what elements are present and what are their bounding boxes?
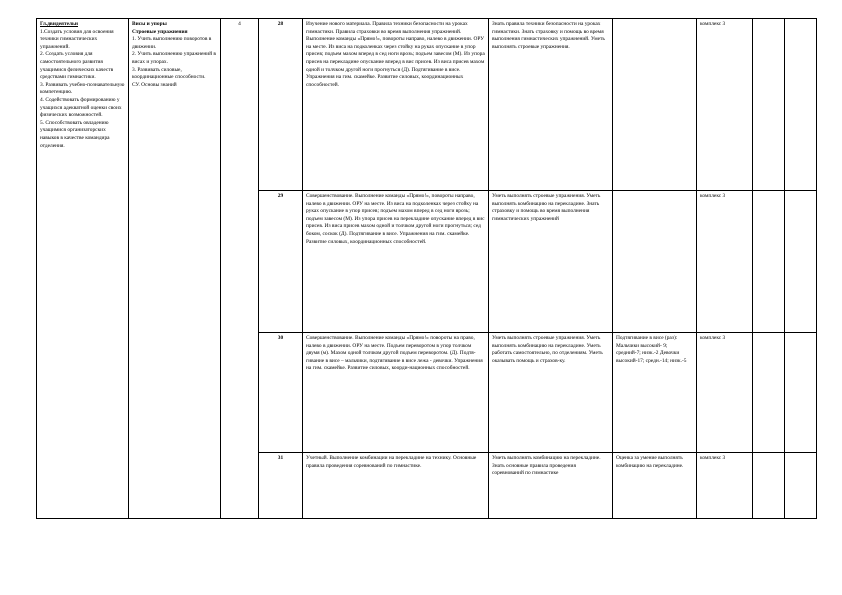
lesson-outcome: Знать правила техники безопасности на уроках гимнастики. Знать страховку и помощь во время выполнения гимнастических упражнений. Уметь выполнять строевые упражнения. bbox=[489, 19, 613, 191]
empty-cell bbox=[753, 333, 785, 453]
lesson-control: Подтягивание в висе (раз): Мальчики высокий- 9; средний-7; низк.-2 Девочки высокий-17; средн.-14; низк.-5 bbox=[613, 333, 697, 453]
goal-item: 1.Создать условия для освоения техники гимнастических упражнений. bbox=[40, 28, 114, 50]
section-item: СУ. Основы знаний bbox=[132, 81, 177, 88]
goal-item: 5. Способствовать овладению учащимися организаторских навыков в качестве командира отделения. bbox=[40, 119, 110, 149]
hours-cell: 4 bbox=[221, 19, 259, 519]
lesson-homework: комплекс 3 bbox=[697, 453, 753, 519]
empty-cell bbox=[785, 19, 817, 191]
empty-cell bbox=[785, 453, 817, 519]
lesson-number: 30 bbox=[259, 333, 303, 453]
lesson-content: Совершенствование. Выполнение команды «Прямо!», повороты направо, налево в движении. ОРУ на месте. Из виса на подколенках через стойку на руках опускание в упор присев; подъем махом вперед в сед ноги врозь; подъем завесом (М). Из упора присев на перекладине опускание вперед в вис присев. Из виса присев махом одной и толчком другой ноги прогнуться; сед боком, соскок (Д). Подтягивание в висе. Упражнения на гим. скамейке. Развитие силовых, координационных способностей. bbox=[303, 191, 489, 333]
lesson-homework: комплекс 3 bbox=[697, 19, 753, 191]
lesson-homework: комплекс 3 bbox=[697, 333, 753, 453]
empty-cell bbox=[785, 191, 817, 333]
goal-item: 2. Создать условия для самостоятельного развития учащимися физических качеств средствами гимнастики. bbox=[40, 51, 114, 81]
lesson-outcome: Уметь выполнять комбинацию на перекладине. Знать основные правила проведения соревнований по гимнастике bbox=[489, 453, 613, 519]
lesson-control bbox=[613, 191, 697, 333]
goal-item: 3. Развивать учебно-познавательную компетенцию. bbox=[40, 81, 125, 96]
lesson-content: Учетный. Выполнение комбинации на перекладине на технику. Основные правила проведения соревнований по гимнастике. bbox=[303, 453, 489, 519]
lesson-number: 31 bbox=[259, 453, 303, 519]
lesson-number: 29 bbox=[259, 191, 303, 333]
lesson-row bbox=[37, 19, 817, 191]
lesson-content: Совершенствование. Выполнение команды «Прямо!» повороты на право, налево в движении. ОРУ на месте. Подъем переворотом в упор толчком двумя (м). Махом одной толчком другой подъем переворотом. (Д). Подтя-гивание в висе – мальчики, подтягивание в висе лежа - девочки. Упражнения на гим. скамейке. Развитие силовых, коорди-национных способностей. bbox=[303, 333, 489, 453]
section-cell bbox=[129, 19, 221, 519]
lesson-homework: комплекс 3 bbox=[697, 191, 753, 333]
section-title: Висы и упоры bbox=[132, 21, 167, 27]
goals-title: Гл.двидеятельн bbox=[40, 21, 78, 27]
empty-cell bbox=[785, 333, 817, 453]
lesson-outcome: Уметь выполнять строевые упражнения. Уметь выполнять комбинацию на перекладине. Уметь работать самостоятельно, по отделениям. Уметь оказывать помощь и страхов-ку. bbox=[489, 333, 613, 453]
section-item: 3. Развивать силовые, координационные способности. bbox=[132, 66, 206, 81]
goals-cell bbox=[37, 19, 129, 519]
lesson-content: Изучение нового материала. Правила техники безопасности на уроках гимнастики. Правила страховки во время выполнения упражнений. Выполнение команды «Прямо!», повороты направо, налево в движении. ОРУ на месте. Из виса на подколенках через стойку на руках опускание в упор присев; подъем махом вперед в сед ноги врозь; подъем завесом (М). Из упора присев на перекладине опускание вперед в вис присев. Из виса присев махом одной и толчком другой ноги прогнуться (Д). Подтягивание в висе. Упражнения на гим. скамейке. Развитие силовых, координационных способностей. bbox=[303, 19, 489, 191]
lesson-outcome: Уметь выполнять строевые упражнения. Уметь выполнять комбинацию на перекладине. Знать страховку и помощь во время выполнения гимнастических упражнений bbox=[489, 191, 613, 333]
empty-cell bbox=[753, 19, 785, 191]
section-item: 2. Учить выполнению упражнений в висах и упорах. bbox=[132, 51, 216, 65]
empty-cell bbox=[753, 453, 785, 519]
lesson-number: 28 bbox=[259, 19, 303, 191]
empty-cell bbox=[753, 191, 785, 333]
lesson-control bbox=[613, 19, 697, 191]
section-subtitle: Строевые упражнения bbox=[132, 28, 188, 35]
lesson-plan-table bbox=[36, 18, 817, 519]
goal-item: 4. Содействовать формированию у учащихся адекватной оценки своих физических возможностей. bbox=[40, 96, 122, 119]
lesson-control: Оценка за умение выполнять комбинацию на перекладине. bbox=[613, 453, 697, 519]
section-item: 1. Учить выполнению поворотов в движении. bbox=[132, 36, 212, 50]
